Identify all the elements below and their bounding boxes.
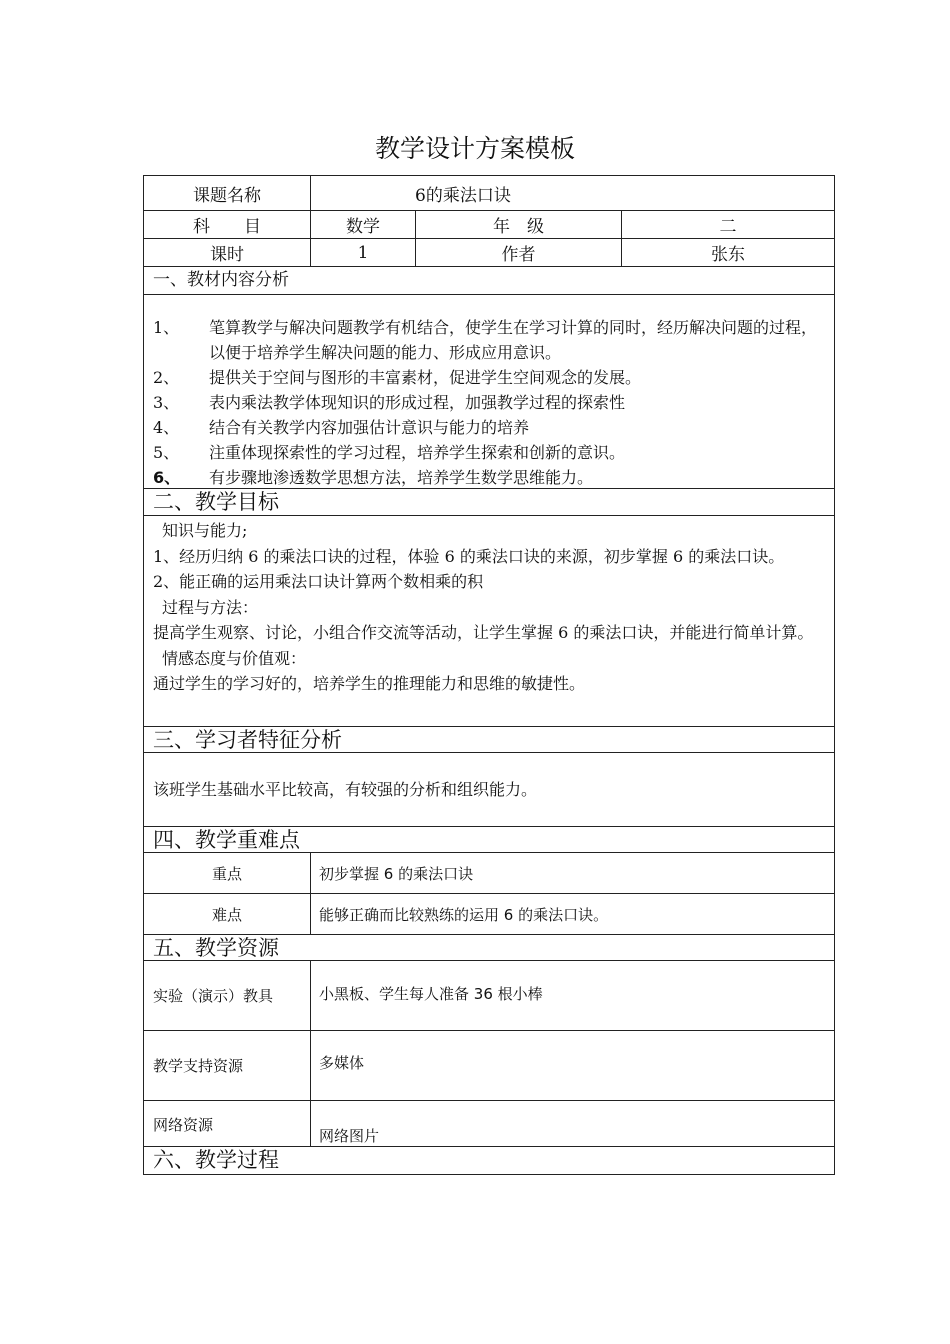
learner-analysis-text: 该班学生基础水平比较高，有较强的分析和组织能力。 — [153, 780, 538, 799]
list-item-text: 提供关于空间与图形的丰富素材，促进学生空间观念的发展。 — [209, 368, 642, 387]
section5-heading-row — [144, 935, 834, 961]
subject-row — [144, 211, 834, 239]
resource-value: 网络图片 — [310, 1101, 834, 1146]
goals-line: 提高学生观察、讨论，小组合作交流等活动，让学生掌握 6 的乘法口诀，并能进行简单计算。 — [153, 623, 814, 642]
key-point-value: 初步掌握 6 的乘法口诀 — [310, 853, 834, 893]
grade-label: 年 级 — [415, 211, 621, 238]
section3-heading-row — [144, 727, 834, 753]
resource-row-tools — [144, 961, 834, 1031]
goals-subheading-knowledge: 知识与能力; — [162, 521, 248, 540]
resource-label: 网络资源 — [153, 1116, 214, 1134]
list-item — [153, 315, 834, 365]
goals-subheading-attitude: 情感态度与价值观： — [162, 648, 307, 668]
difficult-point-label: 难点 — [211, 905, 242, 924]
author-value: 张东 — [621, 239, 834, 266]
list-item — [153, 465, 834, 490]
grade-value: 二 — [621, 211, 834, 238]
section4-heading: 四、教学重难点 — [153, 828, 300, 852]
list-item-number: 2、 — [153, 368, 180, 387]
section6-heading: 六、教学过程 — [153, 1148, 279, 1172]
list-item-number: 1、 — [153, 318, 180, 337]
content-analysis-list — [144, 295, 834, 490]
topic-row — [144, 175, 834, 211]
resource-row-support — [144, 1031, 834, 1101]
list-item-number: 5、 — [153, 443, 180, 462]
goals-line: 1、经历归纳 6 的乘法口诀的过程，体验 6 的乘法口诀的来源，初步掌握 6 的乘法口诀。 — [153, 546, 785, 566]
list-item-number: 6、 — [153, 468, 181, 487]
section2-body — [144, 516, 834, 727]
section6-heading-row — [144, 1147, 834, 1175]
resource-value: 小黑板、学生每人准备 36 根小棒 — [310, 961, 834, 1030]
difficult-point-row — [144, 894, 834, 935]
section2-heading-row — [144, 489, 834, 516]
list-item — [153, 415, 834, 440]
list-item-text: 有步骤地渗透数学思想方法，培养学生数学思维能力。 — [209, 468, 594, 487]
topic-label: 课题名称 — [193, 185, 261, 206]
section1-body — [144, 295, 834, 489]
section1-heading: 一、教材内容分析 — [153, 270, 289, 290]
author-label: 作者 — [415, 239, 621, 266]
list-item-text: 结合有关教学内容加强估计意识与能力的培养 — [209, 418, 530, 437]
section3-body — [144, 753, 834, 827]
subject-value: 数学 — [310, 211, 415, 238]
list-item — [153, 390, 834, 415]
key-point-label: 重点 — [211, 864, 242, 883]
section4-heading-row — [144, 827, 834, 853]
section1-heading-row — [144, 267, 834, 295]
lesson-plan-table — [143, 175, 835, 1175]
goals-subheading-process: 过程与方法： — [162, 597, 259, 617]
resource-value: 多媒体 — [310, 1031, 834, 1100]
list-item-text: 表内乘法教学体现知识的形成过程，加强教学过程的探索性 — [209, 393, 626, 412]
difficult-point-value: 能够正确而比较熟练的运用 6 的乘法口诀。 — [310, 894, 834, 934]
topic-value: 6的乘法口诀 — [310, 176, 834, 210]
goals-line: 2、能正确的运用乘法口诀计算两个数相乘的积 — [153, 572, 484, 591]
teaching-goals — [144, 516, 834, 697]
resource-label: 教学支持资源 — [153, 1057, 244, 1075]
hours-value: 1 — [310, 239, 415, 266]
list-item-number: 4、 — [153, 418, 180, 437]
list-item — [153, 440, 834, 465]
list-item-number: 3、 — [153, 393, 180, 412]
hours-label: 课时 — [210, 245, 244, 265]
goals-line: 通过学生的学习好的，培养学生的推理能力和思维的敏捷性。 — [153, 674, 586, 693]
hours-row — [144, 239, 834, 267]
resource-label: 实验（演示）教具 — [153, 987, 274, 1005]
key-point-row — [144, 853, 834, 894]
section2-heading: 二、教学目标 — [153, 490, 279, 514]
document-title: 教学设计方案模板 — [374, 134, 575, 163]
list-item — [153, 365, 834, 390]
list-item-text: 注重体现探索性的学习过程，培养学生探索和创新的意识。 — [209, 443, 626, 462]
resource-row-network — [144, 1101, 834, 1147]
section3-heading: 三、学习者特征分析 — [153, 728, 342, 752]
section5-heading: 五、教学资源 — [153, 936, 279, 960]
list-item-text: 笔算教学与解决问题教学有机结合，使学生在学习计算的同时，经历解决问题的过程，以便于培养学生解决问题的能力、形成应用意识。 — [209, 318, 818, 362]
subject-label: 科 目 — [193, 217, 261, 237]
